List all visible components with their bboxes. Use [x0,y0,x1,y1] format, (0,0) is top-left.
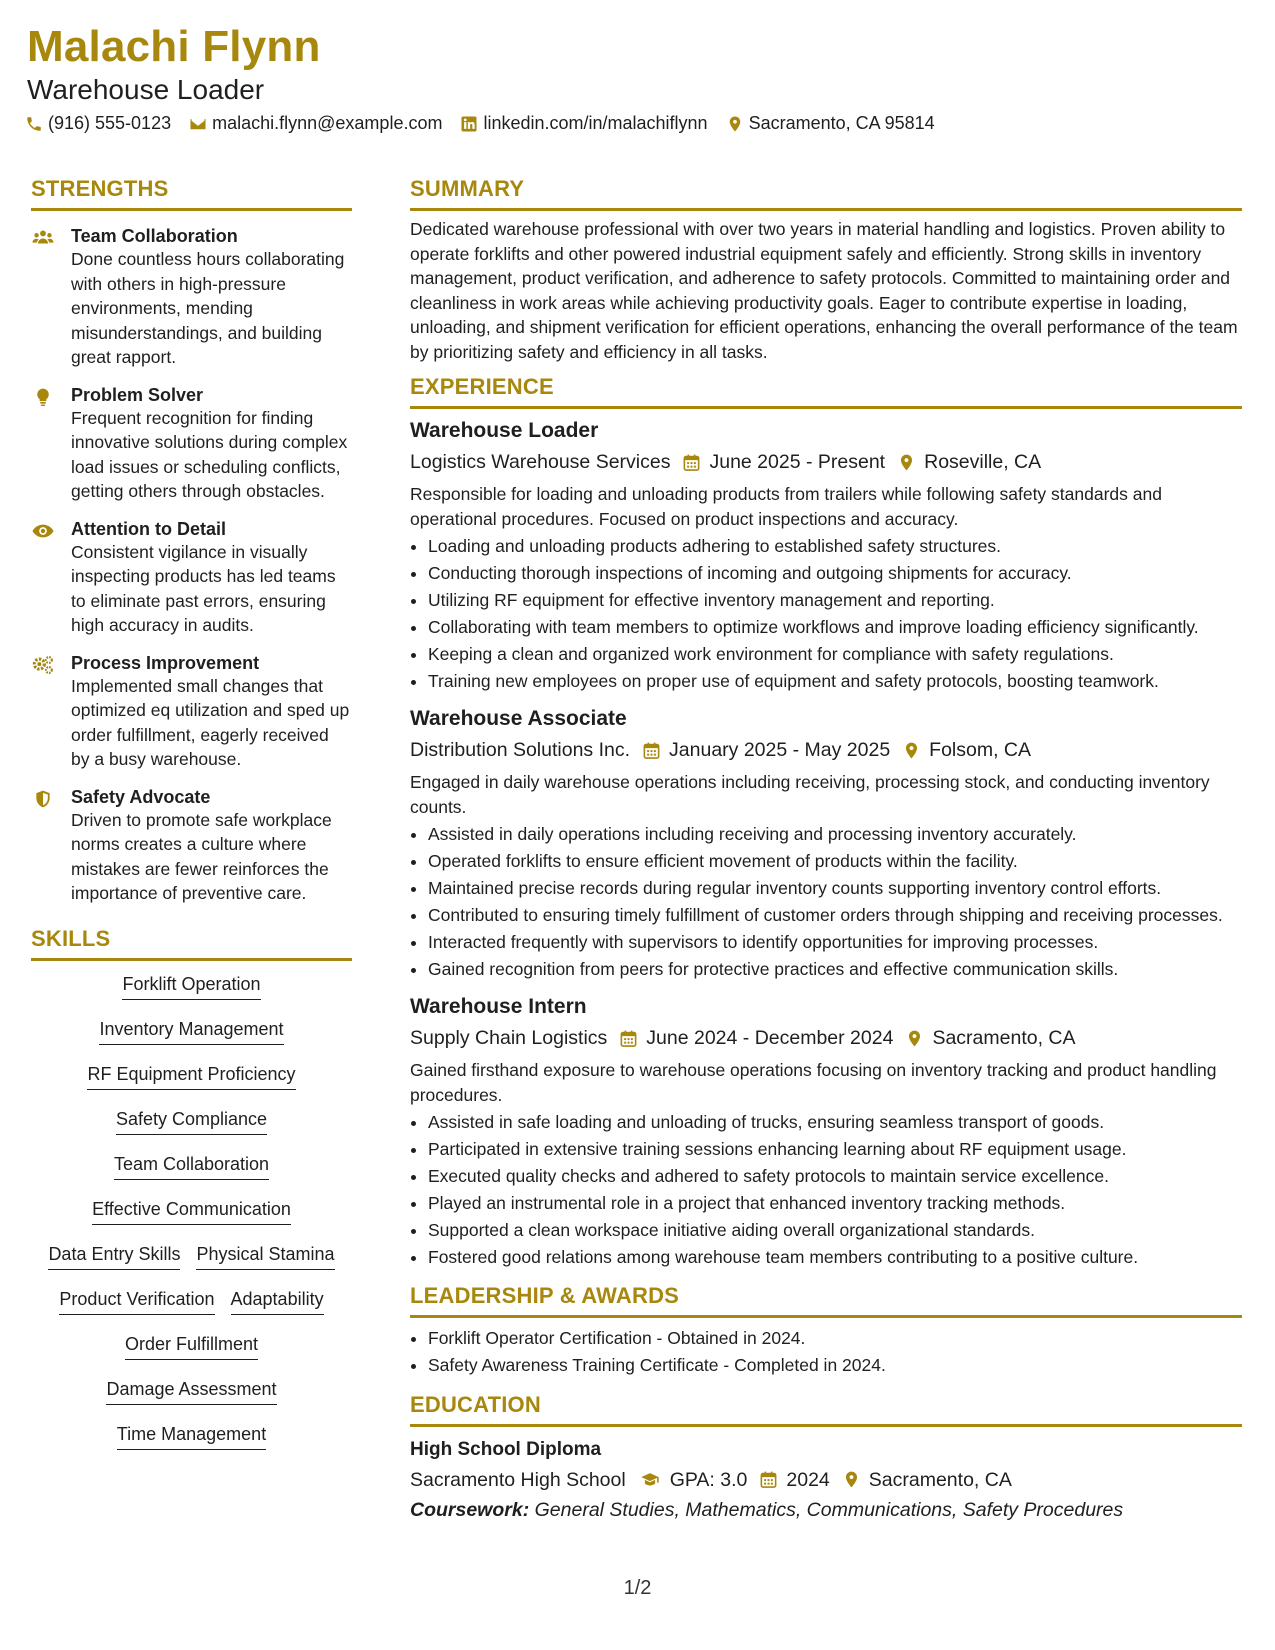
envelope-icon [189,115,207,133]
job-title: Warehouse Loader [410,419,599,442]
skill-tag: Product Verification [59,1288,214,1315]
calendar-icon [682,453,701,472]
strength-item [31,652,352,772]
skill-tag: Forklift Operation [122,973,260,1000]
contact-location [726,113,935,134]
degree-title: High School Diploma [410,1438,602,1460]
list-item: • Assisted in safe loading and unloading of trucks, ensuring seamless transport of goods. [428,1110,1242,1135]
left-column [31,176,352,1468]
list-item: • Supported a clean workspace initiative aiding overall organizational standards. [428,1218,1242,1243]
list-item: • Interacted frequently with supervisors to identify opportunities for improving processes. [428,930,1242,955]
skill-tag: Inventory Management [99,1018,283,1045]
list-item: • Collaborating with team members to optimize workflows and improve loading efficiency significantly. [428,615,1242,640]
strength-item [31,384,352,504]
strengths-heading: STRENGTHS [31,176,169,201]
job-description: Engaged in daily warehouse operations including receiving, processing stock, and conducting inventory counts. [410,772,1210,817]
location-pin-icon [842,1470,861,1489]
job-title: Warehouse Intern [410,995,587,1018]
location-pin-icon [897,453,916,472]
strength-desc: Done countless hours collaborating with others in high-pressure environments, mending misunderstandings, and building great rapport. [71,249,345,367]
job-entry [410,705,1242,981]
list-item: • Safety Awareness Training Certificate - Completed in 2024. [428,1353,1242,1378]
list-item: • Assisted in daily operations including receiving and processing inventory accurately. [428,822,1242,847]
coursework [410,1499,1242,1522]
list-item: • Loading and unloading products adhering to established safety structures. [428,534,1242,559]
lightbulb-icon [32,387,54,407]
job-meta [410,736,1242,764]
skill-tag: Effective Communication [92,1198,291,1225]
skill-tag: Time Management [117,1423,266,1450]
summary-heading: SUMMARY [410,176,525,201]
job-dates: January 2025 - May 2025 [669,739,891,761]
page-number: 1/2 [623,1577,652,1599]
strength-desc: Driven to promote safe workplace norms creates a culture where mistakes are fewer reinforces the importance of preventive care. [71,809,332,903]
job-dates: June 2024 - December 2024 [646,1027,894,1049]
strength-title: Process Improvement [71,652,260,673]
skill-tag: Physical Stamina [196,1243,334,1270]
skill-tag: Team Collaboration [114,1153,269,1180]
list-item: • Utilizing RF equipment for effective inventory management and reporting. [428,588,1242,613]
shield-icon [32,789,54,809]
company-name: Logistics Warehouse Services [410,451,671,473]
strength-desc: Consistent vigilance in visually inspecting products has led teams to eliminate past errors, ensuring high accuracy in audits. [71,541,336,635]
job-bullets [410,534,1242,694]
job-location: Folsom, CA [929,739,1032,761]
strength-item [31,225,352,370]
list-item: • Keeping a clean and organized work environment for compliance with safety regulations. [428,642,1242,667]
company-name: Distribution Solutions Inc. [410,739,631,761]
skills-list [31,973,352,1468]
school-location: Sacramento, CA [868,1468,1012,1491]
linkedin-text: linkedin.com/in/malachiflynn [483,113,708,133]
strength-title: Safety Advocate [71,786,211,807]
users-icon [32,228,54,248]
list-item: • Forklift Operator Certification - Obtained in 2024. [428,1326,1242,1351]
education-heading: EDUCATION [410,1391,541,1417]
job-location: Sacramento, CA [932,1027,1076,1049]
job-entry [410,993,1242,1269]
calendar-icon [642,741,661,760]
email-text: malachi.flynn@example.com [212,113,443,133]
job-meta [410,448,1242,476]
strength-title: Attention to Detail [71,518,226,539]
strength-desc: Implemented small changes that optimized eq utilization and sped up order fulfillment, eagerly received by a busy warehouse. [71,675,350,769]
right-column [410,176,1242,1522]
graduation-cap-icon [638,1470,662,1489]
location-pin-icon [726,115,744,133]
education-divider [410,1424,1242,1427]
list-item: • Conducting thorough inspections of incoming and outgoing shipments for accuracy. [428,561,1242,586]
list-item: • Fostered good relations among warehouse team members contributing to a positive culture. [428,1245,1242,1270]
experience-heading: EXPERIENCE [410,374,554,399]
job-dates: June 2025 - Present [709,451,886,473]
strength-item [31,786,352,906]
skill-tag: Order Fulfillment [125,1333,258,1360]
list-item: • Participated in extensive training sessions enhancing learning about RF equipment usage. [428,1137,1242,1162]
company-name: Supply Chain Logistics [410,1027,608,1049]
candidate-title: Warehouse Loader [27,74,265,105]
skills-heading: SKILLS [31,925,111,951]
skill-tag: Damage Assessment [106,1378,276,1405]
skill-tag: Data Entry Skills [48,1243,180,1270]
list-item: • Executed quality checks and adhered to safety protocols to maintain service excellence. [428,1164,1242,1189]
skill-tag: RF Equipment Proficiency [87,1063,295,1090]
list-item: • Gained recognition from peers for protective practices and effective communication skills. [428,957,1242,982]
list-item: • Operated forklifts to ensure efficient movement of products within the facility. [428,849,1242,874]
list-item: • Contributed to ensuring timely fulfillment of customer orders through shipping and receiving processes. [428,903,1242,928]
calendar-icon [759,1470,778,1489]
list-item: • Maintained precise records during regular inventory counts supporting inventory control efforts. [428,876,1242,901]
job-bullets [410,822,1242,982]
linkedin-icon [460,115,478,133]
graduation-year: 2024 [786,1468,830,1491]
location-pin-icon [902,741,921,760]
location-text: Sacramento, CA 95814 [748,113,935,133]
skill-tag: Adaptability [231,1288,324,1315]
eye-icon [32,521,54,541]
contact-linkedin[interactable] [460,113,707,134]
skills-divider [31,958,352,961]
phone-icon [25,115,43,133]
list-item: • Training new employees on proper use of equipment and safety protocols, boosting teamwork. [428,669,1242,694]
strengths-divider [31,208,352,211]
summary-text: Dedicated warehouse professional with over two years in material handling and logistics. Proven ability to operate forklifts and other powered industrial equipment safely and efficiently. Strong skills in inventory management, product verification, and adherence to safety protocols. Committed to maintaining order and cleanliness in work areas while achieving productivity goals. Eager to contribute expertise in loading, unloading, and shipment verification for efficient operations, enhancing the overall performance of the team by prioritizing safety and efficiency in all tasks. [410,219,1238,362]
contact-bar [25,113,953,134]
job-description: Responsible for loading and unloading products from trailers while following safety standards and operational procedures. Focused on product inspections and accuracy. [410,484,1162,529]
job-description: Gained firsthand exposure to warehouse operations focusing on inventory tracking and product handling procedures. [410,1060,1217,1105]
job-title: Warehouse Associate [410,707,627,730]
coursework-text: General Studies, Mathematics, Communications, Safety Procedures [534,1498,1124,1521]
skill-tag: Safety Compliance [116,1108,267,1135]
phone-text: (916) 555-0123 [48,113,172,133]
strength-title: Problem Solver [71,384,204,405]
school-name: Sacramento High School [410,1468,626,1491]
gears-icon [32,655,54,675]
job-meta [410,1024,1242,1052]
awards-divider [410,1315,1242,1318]
location-pin-icon [905,1029,924,1048]
job-entry [410,417,1242,693]
education-meta [410,1466,1242,1494]
experience-divider [410,406,1242,409]
gpa-text: GPA: 3.0 [669,1468,748,1491]
job-bullets [410,1110,1242,1270]
awards-heading: LEADERSHIP & AWARDS [410,1283,680,1308]
contact-email[interactable] [189,113,442,134]
strength-title: Team Collaboration [71,226,238,246]
strength-desc: Frequent recognition for finding innovative solutions during complex load issues or scheduling conflicts, getting others through obstacles. [71,407,348,501]
summary-divider [410,208,1242,211]
candidate-name: Malachi Flynn [27,22,321,71]
contact-phone[interactable] [25,113,171,134]
awards-list [410,1326,1242,1378]
coursework-label: Coursework: [410,1498,530,1521]
list-item: • Played an instrumental role in a project that enhanced inventory tracking methods. [428,1191,1242,1216]
strength-item [31,518,352,638]
calendar-icon [619,1029,638,1048]
job-location: Roseville, CA [924,451,1042,473]
